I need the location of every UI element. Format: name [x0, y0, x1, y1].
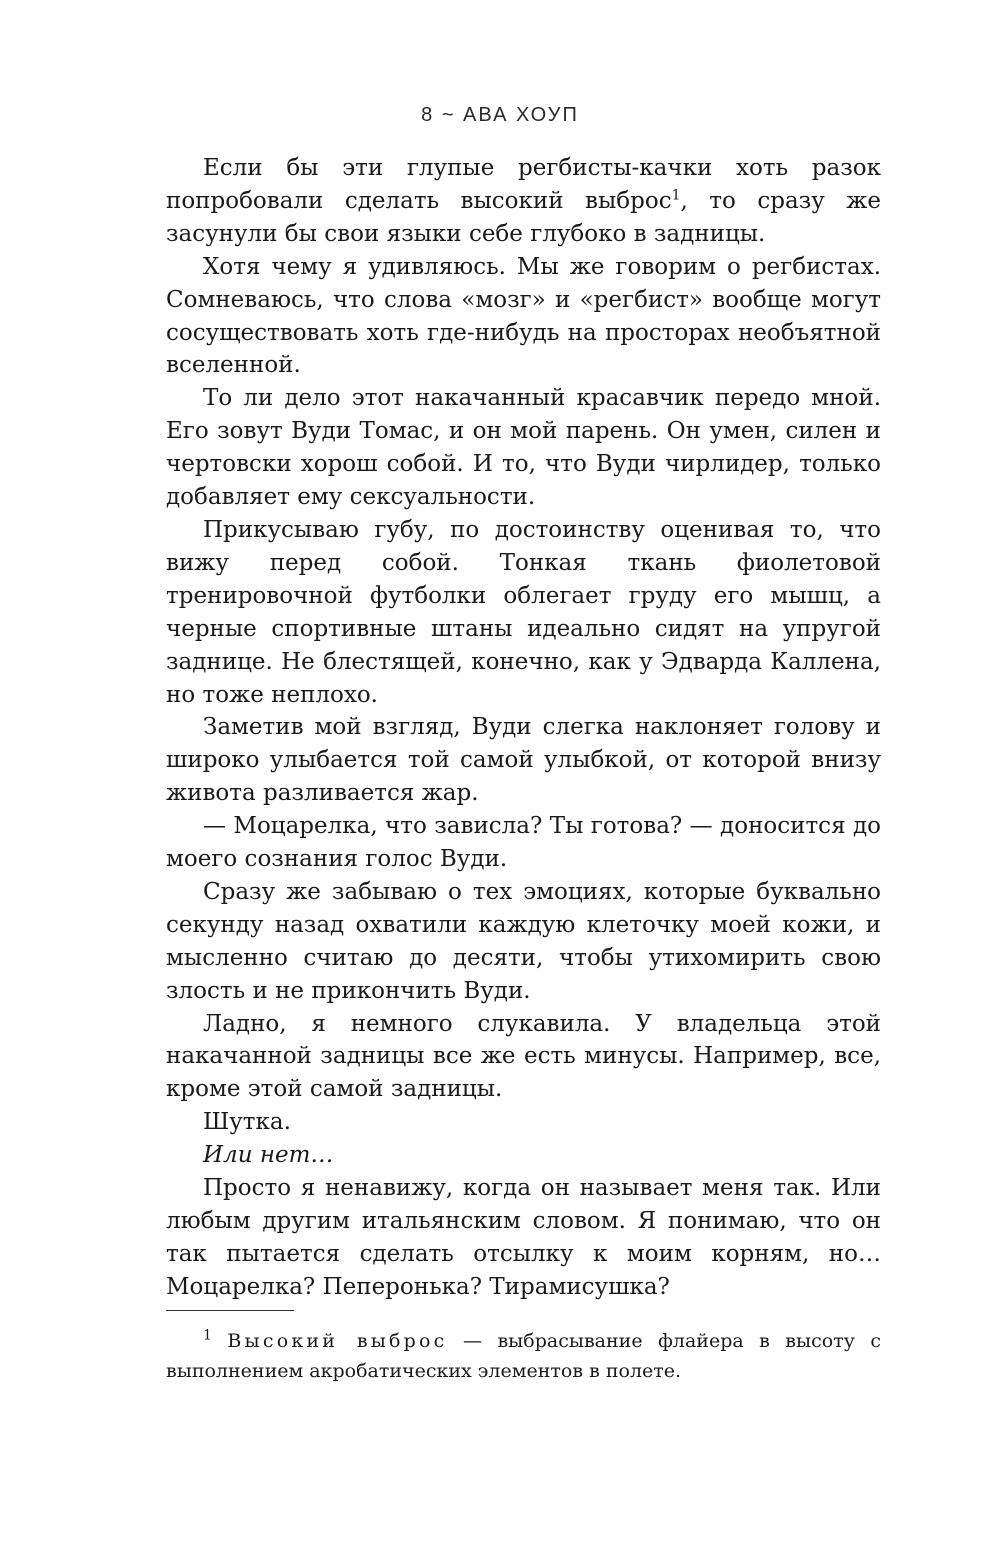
footnote-reference: 1 — [671, 187, 681, 204]
paragraph-1-after: , то сразу же засунули бы свои языки себе глубоко в задницы. — [166, 187, 881, 247]
paragraph-2: Хотя чему я удивляюсь. Мы же говорим о регбистах. Сомневаюсь, что слова «мозг» и «регбист» вообще могут сосуществовать хоть где-нибудь на просторах необъятной вселенной. — [166, 253, 881, 379]
footnote-number: 1 — [203, 1327, 212, 1344]
paragraph-7: Сразу же забываю о тех эмоциях, которые буквально секунду назад охватили каждую клеточку моей кожи, и мысленно считаю до десяти, чтобы утихомирить свою злость и не прикончить Вуди. — [166, 878, 881, 1004]
paragraph-1 — [166, 152, 881, 251]
paragraph-11: Просто я ненавижу, когда он называет меня так. Или любым другим итальянским словом. Я понимаю, что он так пытается сделать отсылку к моим корням, но… Моцарелка? Пеперонька? Тирамисушка? — [166, 1175, 881, 1300]
footnote-term: Высокий выброс — [227, 1330, 448, 1352]
footnote-divider — [166, 1310, 294, 1311]
paragraph-5: Заметив мой взгляд, Вуди слегка наклоняет голову и широко улыбается той самой улыбкой, от которой внизу живота разливается жар. — [166, 714, 881, 807]
paragraph-1-before: Если бы эти глупые регбисты-качки хоть разок попробовали сделать высокий выброс — [166, 155, 881, 214]
paragraph-6-dialogue: — Моцарелка, что зависла? Ты готова? — доносится до моего сознания голос Вуди. — [166, 813, 881, 873]
paragraph-3: То ли дело этот накачанный красавчик передо мной. Его зовут Вуди Томас, и он мой парень. Он умен, силен и чертовски хорош собой. И то, что Вуди чирлидер, только добавляет ему сексуальности. — [166, 385, 881, 511]
paragraph-8: Ладно, я немного слукавила. У владельца этой накачанной задницы все же есть минусы. Например, все, кроме этой самой задницы. — [166, 1010, 881, 1103]
running-head: 8 ~ АВА ХОУП — [421, 104, 579, 126]
paragraph-9: Шутка. — [203, 1109, 291, 1136]
paragraph-10-italic: Или нет… — [203, 1142, 334, 1169]
paragraph-4: Прикусываю губу, по достоинству оценивая то, что вижу перед собой. Тонкая ткань фиолетовой тренировочной футболки облегает груду его мышц, а черные спортивные штаны идеально сидят на упругой заднице. Не блестящей, конечно, как у Эдварда Каллена, но тоже неплохо. — [166, 516, 881, 708]
body-text — [166, 152, 881, 1304]
footnote-text: — выбрасывание флайера в высоту с выполнением акробатических элементов в полете. — [166, 1330, 881, 1382]
footnote — [166, 1326, 881, 1386]
